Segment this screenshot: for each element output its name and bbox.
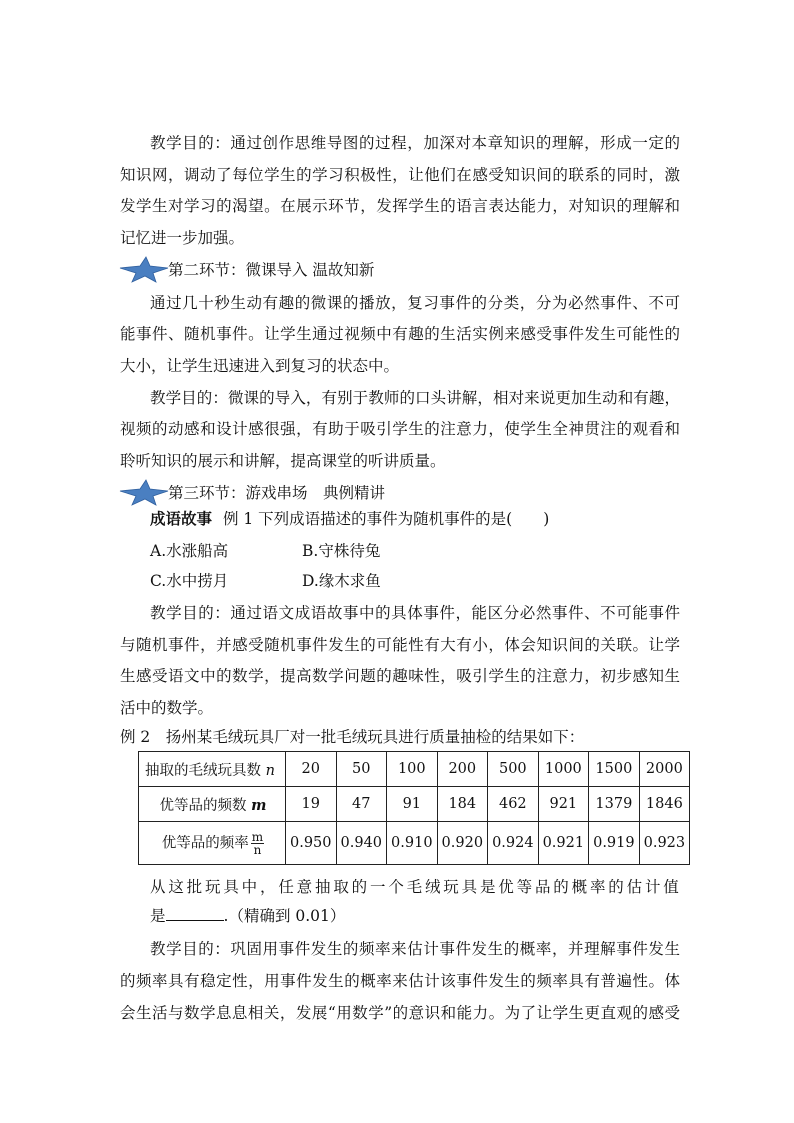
table-cell: 0.920	[437, 822, 488, 865]
table-cell: 20	[286, 752, 337, 787]
table-cell: 1846	[639, 787, 690, 822]
table-row	[139, 752, 690, 787]
table-cell: 19	[286, 787, 337, 822]
table-cell: 0.924	[488, 822, 539, 865]
table-row	[139, 787, 690, 822]
fraction-numerator: m	[251, 829, 264, 844]
example-2: 例 2 扬州某毛绒玩具厂对一批毛绒玩具进行质量抽检的结果如下：	[120, 728, 585, 746]
row-label: 抽取的毛绒玩具数	[145, 762, 261, 779]
paragraph-line: 记忆进一步加强。	[120, 229, 245, 247]
quality-table	[138, 751, 690, 865]
paragraph-line: 聆听知识的展示和讲解，提高课堂的听讲质量。	[120, 452, 446, 470]
table-cell: 462	[488, 787, 539, 822]
table-cell: 91	[387, 787, 438, 822]
option-c: C.水中捞月	[150, 572, 229, 590]
answer-blank	[166, 906, 224, 921]
example-question: 例 1 下列成语描述的事件为随机事件的是( )	[222, 510, 550, 528]
paragraph-line: 活中的数学。	[120, 699, 214, 717]
row-header	[139, 752, 286, 787]
star-icon	[116, 254, 172, 284]
table-cell: 921	[538, 787, 589, 822]
row-header	[139, 787, 286, 822]
paragraph-line: 通过几十秒生动有趣的微课的播放，复习事件的分类，分为必然事件、不可	[150, 294, 680, 312]
section-title: 第三环节：游戏串场 典例精讲	[168, 484, 386, 502]
row-label: 优等品的频率	[161, 835, 249, 851]
table-cell: 47	[336, 787, 387, 822]
fraction-denominator: n	[253, 842, 262, 857]
table-cell: 100	[387, 752, 438, 787]
table-cell: 1500	[589, 752, 640, 787]
paragraph-line: 会生活与数学息息相关，发展“用数学”的意识和能力。为了让学生更直观的感受	[120, 1004, 680, 1022]
paragraph-line: 发学生对学习的渴望。在展示环节，发挥学生的语言表达能力，对知识的理解和	[120, 197, 680, 215]
paragraph-line: 教学目的：通过创作思维导图的过程，加深对本章知识的理解，形成一定的	[150, 134, 680, 152]
paragraph-line: 与随机事件，并感受随机事件发生的可能性有大有小，体会知识间的关联。让学	[120, 636, 680, 654]
table-row	[139, 822, 690, 865]
section-title: 第二环节：微课导入 温故知新	[168, 261, 375, 279]
table-cell: 50	[336, 752, 387, 787]
options-row	[150, 571, 680, 591]
star-icon	[116, 477, 172, 507]
paragraph-line: 教学目的：通过语文成语故事中的具体事件，能区分必然事件、不可能事件	[150, 604, 680, 622]
option-d: D.缘木求鱼	[302, 572, 381, 590]
row-label: 优等品的频数	[159, 797, 247, 814]
example-label: 成语故事	[150, 509, 213, 528]
table-cell: 1000	[538, 752, 589, 787]
variable-m: m	[251, 796, 267, 814]
options-row	[150, 541, 680, 561]
table-cell: 184	[437, 787, 488, 822]
paragraph-line: 视频的动感和设计感很强，有助于吸引学生的注意力，使学生全神贯注的观看和	[120, 420, 680, 438]
example-1	[150, 509, 680, 529]
variable-n: n	[265, 762, 275, 779]
paragraph-line: 生感受语文中的数学，提高数学问题的趣味性，吸引学生的注意力，初步感知生	[120, 667, 680, 685]
question-line	[150, 906, 680, 926]
option-b: B.守株待兔	[302, 542, 381, 560]
paragraph-line: 的频率具有稳定性，用事件发生的概率来估计该事件发生的频率具有普遍性。体	[120, 972, 680, 990]
question-text: 是	[150, 907, 166, 925]
question-line: 从这批玩具中，任意抽取的一个毛绒玩具是优等品的概率的估计值	[150, 878, 680, 896]
table-cell: 0.923	[639, 822, 690, 865]
paragraph-line: 知识网，调动了每位学生的学习积极性，让他们在感受知识间的联系的同时，激	[120, 166, 680, 184]
fraction-m-over-n	[251, 831, 264, 856]
paragraph-line: 教学目的：微课的导入，有别于教师的口头讲解，相对来说更加生动和有趣，	[150, 389, 680, 407]
table-cell: 2000	[639, 752, 690, 787]
table-cell: 0.940	[336, 822, 387, 865]
option-a: A.水涨船高	[150, 542, 229, 560]
table-cell: 0.910	[387, 822, 438, 865]
table-cell: 1379	[589, 787, 640, 822]
table-cell: 0.950	[286, 822, 337, 865]
table-cell: 0.919	[589, 822, 640, 865]
table-cell: 500	[488, 752, 539, 787]
table-cell: 0.921	[538, 822, 589, 865]
question-text: .（精确到 0.01）	[223, 907, 346, 925]
paragraph-line: 能事件、随机事件。让学生通过视频中有趣的生活实例来感受事件发生可能性的	[120, 325, 680, 343]
paragraph-line: 大小，让学生迅速进入到复习的状态中。	[120, 357, 400, 375]
table-cell: 200	[437, 752, 488, 787]
row-header	[139, 822, 286, 865]
paragraph-line: 教学目的：巩固用事件发生的频率来估计事件发生的概率，并理解事件发生	[150, 940, 680, 958]
